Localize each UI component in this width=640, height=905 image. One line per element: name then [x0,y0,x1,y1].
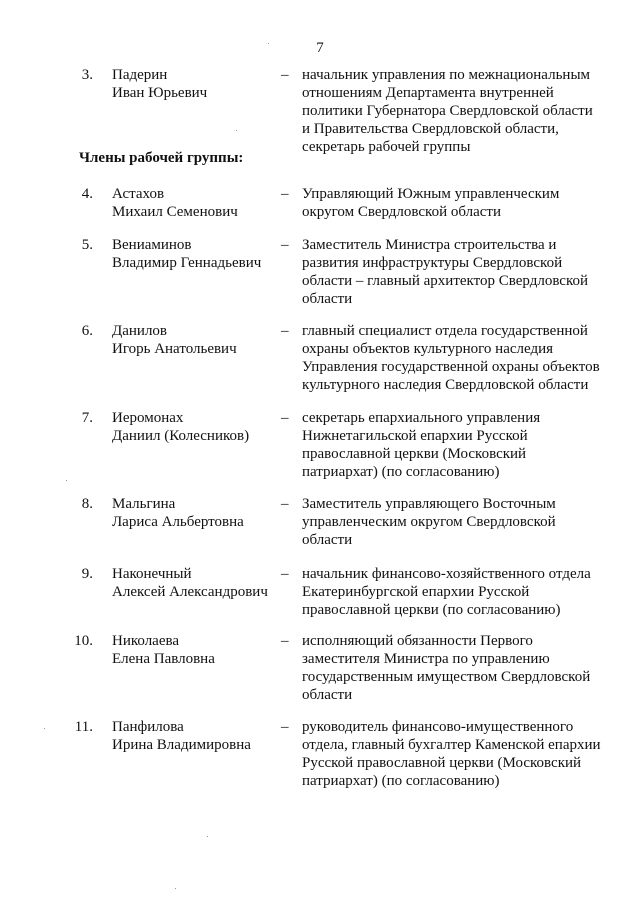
person-name [112,565,277,601]
description-line: руководитель финансово-имущественного [302,719,574,735]
page-number: 7 [316,40,324,56]
given-names: Даниил (Колесников) [112,428,250,444]
separator-dash: – [281,566,289,582]
description-line: округом Свердловской области [302,204,501,220]
description-line: государственным имуществом Свердловской [302,669,591,685]
position-description [302,495,614,549]
position-description [302,718,614,790]
surname: Мальгина [112,496,176,512]
position-description [302,565,614,619]
description-line: и Правительства Свердловской области, [302,121,559,137]
scan-speck [236,130,237,131]
description-line: Заместитель управляющего Восточным [302,496,556,512]
description-line: Русской православной церкви (Московский [302,755,582,771]
person-name [112,66,277,102]
surname: Панфилова [112,719,184,735]
description-line: начальник финансово-хозяйственного отдела [302,566,591,582]
description-line: секретарь епархиального управления [302,410,541,426]
surname: Николаева [112,633,180,649]
item-number: 9. [81,566,93,582]
position-description [302,322,614,394]
description-line: области [302,687,353,703]
description-line: исполняющий обязанности Первого [302,633,533,649]
description-line: Заместитель Министра строительства и [302,237,557,253]
given-names: Владимир Геннадьевич [112,255,262,271]
description-line: Управления государственной охраны объектов [302,359,600,375]
description-line: области [302,532,353,548]
item-number: 11. [74,719,93,735]
description-line: главный специалист отдела государственной [302,323,588,339]
person-name [112,409,277,445]
description-line: Управляющий Южным управленческим [302,186,560,202]
item-number: 10. [74,633,93,649]
given-names: Михаил Семенович [112,204,238,220]
description-line: управленческим округом Свердловской [302,514,556,530]
given-names: Иван Юрьевич [112,85,208,101]
given-names: Лариса Альбертовна [112,514,244,530]
scan-speck [268,43,269,44]
description-line: политики Губернатора Свердловской области [302,103,593,119]
surname: Вениаминов [112,237,192,253]
description-line: развития инфраструктуры Свердловской [302,255,563,271]
description-line: отдела, главный бухгалтер Каменской епархии [302,737,601,753]
item-number: 8. [81,496,93,512]
given-names: Алексей Александрович [112,584,268,600]
separator-dash: – [281,719,289,735]
description-line: области [302,291,353,307]
description-line: начальник управления по межнациональным [302,67,591,83]
person-name [112,718,277,754]
separator-dash: – [281,633,289,649]
person-name [112,236,277,272]
separator-dash: – [281,410,289,426]
surname: Иеромонах [112,410,184,426]
surname: Падерин [112,67,168,83]
position-description [302,185,614,221]
separator-dash: – [281,67,289,83]
description-line: области – главный архитектор Свердловской [302,273,589,289]
position-description [302,409,614,481]
person-name [112,495,277,531]
description-line: патриархат) (по согласованию) [302,464,500,480]
position-description [302,66,614,156]
description-line: патриархат) (по согласованию) [302,773,500,789]
item-number: 6. [81,323,93,339]
scan-speck [66,480,67,481]
section-heading: Члены рабочей группы: [79,150,244,166]
separator-dash: – [281,237,289,253]
description-line: культурного наследия Свердловской области [302,377,589,393]
given-names: Елена Павловна [112,651,215,667]
position-description [302,236,614,308]
surname: Наконечный [112,566,192,582]
item-number: 3. [81,67,93,83]
description-line: Нижнетагильской епархии Русской [302,428,528,444]
description-line: православной церкви (по согласованию) [302,602,561,618]
description-line: Екатеринбургской епархии Русской [302,584,530,600]
person-name [112,185,277,221]
position-description [302,632,614,704]
separator-dash: – [281,323,289,339]
person-name [112,632,277,668]
description-line: отношениям Департамента внутренней [302,85,554,101]
description-line: заместителя Министра по управлению [302,651,550,667]
scan-speck [44,728,45,729]
item-number: 7. [81,410,93,426]
surname: Астахов [112,186,165,202]
item-number: 4. [81,186,93,202]
separator-dash: – [281,496,289,512]
scan-speck [175,888,176,889]
scan-speck [207,836,208,837]
description-line: охраны объектов культурного наследия [302,341,554,357]
person-name [112,322,277,358]
separator-dash: – [281,186,289,202]
given-names: Ирина Владимировна [112,737,251,753]
description-line: секретарь рабочей группы [302,139,471,155]
surname: Данилов [112,323,168,339]
description-line: православной церкви (Московский [302,446,527,462]
given-names: Игорь Анатольевич [112,341,237,357]
item-number: 5. [81,237,93,253]
